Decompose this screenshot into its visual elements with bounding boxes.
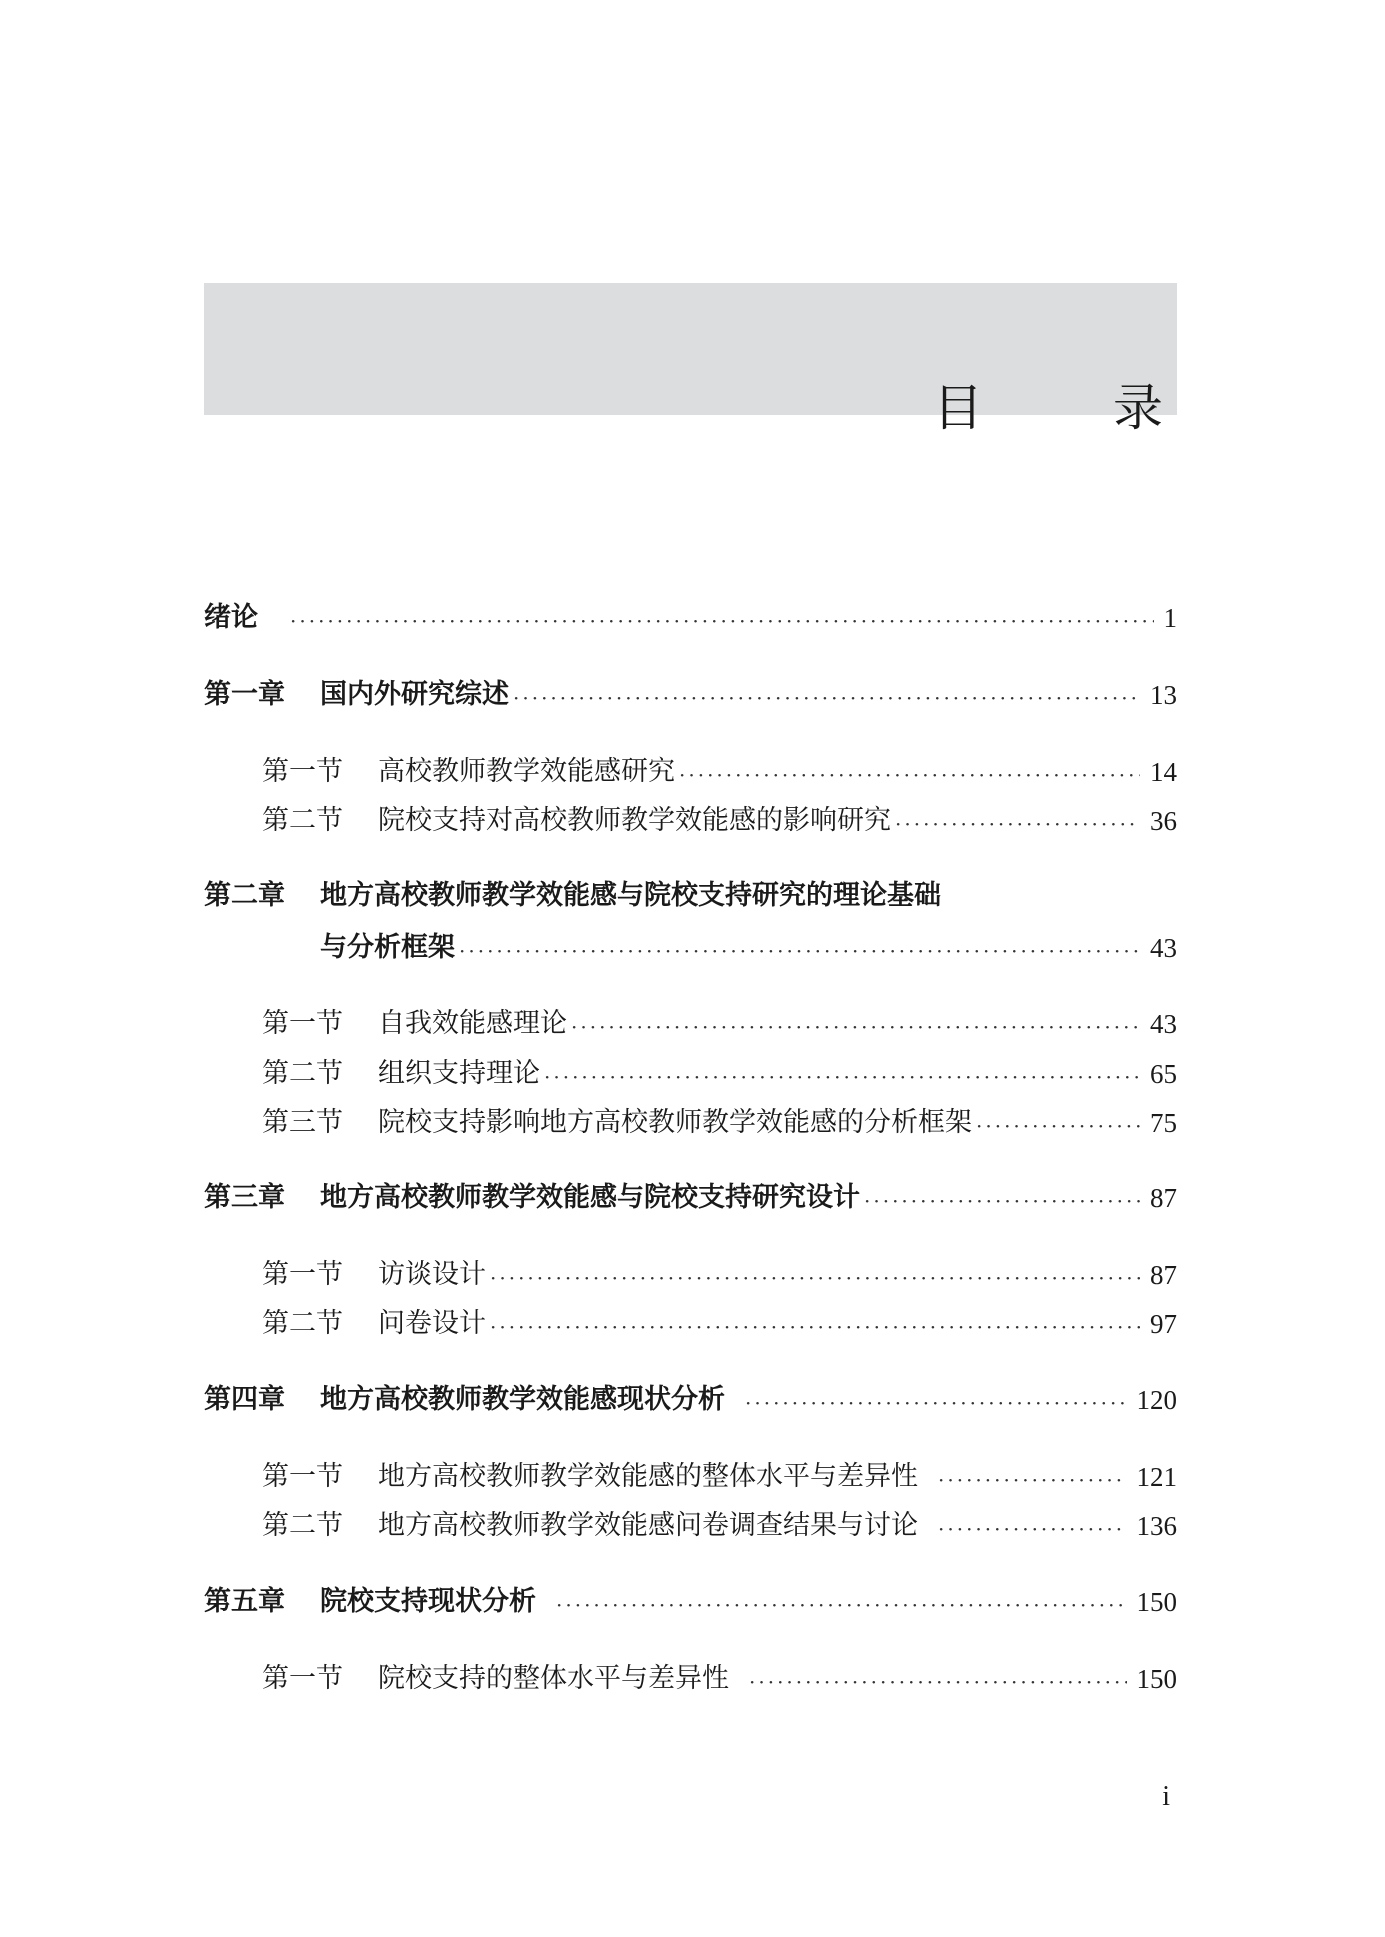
leader-dots — [290, 606, 1154, 636]
toc-entry-section-2-2[interactable] — [204, 1056, 1177, 1092]
toc-entry-title: 国内外研究综述 — [320, 679, 509, 710]
toc-entry-intro[interactable] — [204, 600, 1177, 636]
toc-entry-section-2-1[interactable] — [204, 1006, 1177, 1042]
leader-dots — [459, 936, 1140, 966]
leader-dots — [745, 1388, 1127, 1418]
leader-dots — [490, 1263, 1140, 1293]
toc-entry-number: 第一节 — [262, 1663, 343, 1694]
toc-entry-section-1-1[interactable] — [204, 754, 1177, 790]
toc-entry-number: 第一章 — [204, 679, 285, 710]
toc-entry-page: 65 — [1150, 1059, 1177, 1089]
toc-entry-title: 问卷设计 — [378, 1308, 486, 1339]
toc-entry-page: 43 — [1150, 933, 1177, 963]
toc-entry-page: 1 — [1163, 603, 1177, 633]
leader-dots — [556, 1590, 1127, 1620]
toc-entry-number: 第一节 — [262, 1461, 343, 1492]
toc-entry-title: 院校支持对高校教师教学效能感的影响研究 — [378, 805, 891, 836]
leader-dots — [513, 683, 1140, 713]
toc-entry-title: 组织支持理论 — [378, 1058, 540, 1089]
toc-entry-number: 第一节 — [262, 756, 343, 787]
toc-entry-title: 自我效能感理论 — [378, 1008, 567, 1039]
toc-entry-title: 院校支持的整体水平与差异性 — [378, 1663, 729, 1694]
toc-entry-number: 第三节 — [262, 1107, 343, 1138]
toc-entry-page: 136 — [1136, 1511, 1177, 1541]
toc-entry-title: 地方高校教师教学效能感问卷调查结果与讨论 — [378, 1510, 918, 1541]
toc-entry-number: 第二节 — [262, 1308, 343, 1339]
toc-entry-chapter-3[interactable] — [204, 1180, 1177, 1216]
toc-entry-section-4-2[interactable] — [204, 1508, 1177, 1544]
page-number: i — [1162, 1781, 1170, 1812]
toc-entry-section-2-3[interactable] — [204, 1105, 1177, 1141]
toc-entry-page: 150 — [1136, 1587, 1177, 1617]
leader-dots — [895, 809, 1140, 839]
leader-dots — [749, 1667, 1127, 1697]
toc-entry-title: 高校教师教学效能感研究 — [378, 756, 675, 787]
toc-entry-page: 43 — [1150, 1009, 1177, 1039]
toc-entry-page: 14 — [1150, 757, 1177, 787]
toc-entry-number: 第四章 — [204, 1384, 285, 1415]
toc-entry-title: 与分析框架 — [320, 932, 455, 963]
toc-entry-number: 第二节 — [262, 1510, 343, 1541]
toc-entry-page: 120 — [1136, 1385, 1177, 1415]
toc-entry-section-1-2[interactable] — [204, 803, 1177, 839]
leader-dots — [544, 1062, 1140, 1092]
toc-entry-number: 第一节 — [262, 1259, 343, 1290]
toc-entry-page: 87 — [1150, 1183, 1177, 1213]
leader-dots — [490, 1312, 1140, 1342]
toc-entry-title: 院校支持现状分析 — [320, 1586, 536, 1617]
leader-dots — [679, 760, 1140, 790]
toc-entry-chapter-4[interactable] — [204, 1382, 1177, 1418]
toc-entry-page: 13 — [1150, 680, 1177, 710]
leader-dots — [938, 1514, 1127, 1544]
toc-entry-page: 97 — [1150, 1309, 1177, 1339]
toc-entry-section-4-1[interactable] — [204, 1459, 1177, 1495]
leader-dots — [976, 1111, 1140, 1141]
toc-entry-title: 地方高校教师教学效能感与院校支持研究设计 — [320, 1182, 860, 1213]
toc-entry-number: 第二节 — [262, 805, 343, 836]
toc-entry-title: 地方高校教师教学效能感现状分析 — [320, 1384, 725, 1415]
toc-entry-page: 75 — [1150, 1108, 1177, 1138]
leader-dots — [938, 1465, 1127, 1495]
toc-entry-number: 第五章 — [204, 1586, 285, 1617]
toc-entry-number: 第二节 — [262, 1058, 343, 1089]
toc-entry-chapter-5[interactable] — [204, 1584, 1177, 1620]
toc-entry-title: 访谈设计 — [378, 1259, 486, 1290]
leader-dots — [864, 1186, 1140, 1216]
toc-entry-chapter-2[interactable] — [204, 878, 1177, 914]
toc-entry-title: 院校支持影响地方高校教师教学效能感的分析框架 — [378, 1107, 972, 1138]
toc-entry-section-5-1[interactable] — [204, 1661, 1177, 1697]
toc-entry-page: 87 — [1150, 1260, 1177, 1290]
toc-entry-page: 121 — [1136, 1462, 1177, 1492]
toc-entry-title: 地方高校教师教学效能感的整体水平与差异性 — [378, 1461, 918, 1492]
page-title: 目 录 — [933, 379, 1203, 437]
toc-entry-number: 绪论 — [204, 602, 258, 633]
toc-entry-chapter-2-continued[interactable] — [204, 930, 1177, 966]
toc-entry-number: 第一节 — [262, 1008, 343, 1039]
toc-entry-number: 第二章 — [204, 880, 285, 911]
toc-entry-chapter-1[interactable] — [204, 677, 1177, 713]
toc-entry-page: 36 — [1150, 806, 1177, 836]
toc-entry-number: 第三章 — [204, 1182, 285, 1213]
toc-entry-section-3-1[interactable] — [204, 1257, 1177, 1293]
leader-dots — [571, 1012, 1140, 1042]
toc-entry-page: 150 — [1136, 1664, 1177, 1694]
toc-entry-title: 地方高校教师教学效能感与院校支持研究的理论基础 — [320, 880, 941, 911]
toc-entry-section-3-2[interactable] — [204, 1306, 1177, 1342]
